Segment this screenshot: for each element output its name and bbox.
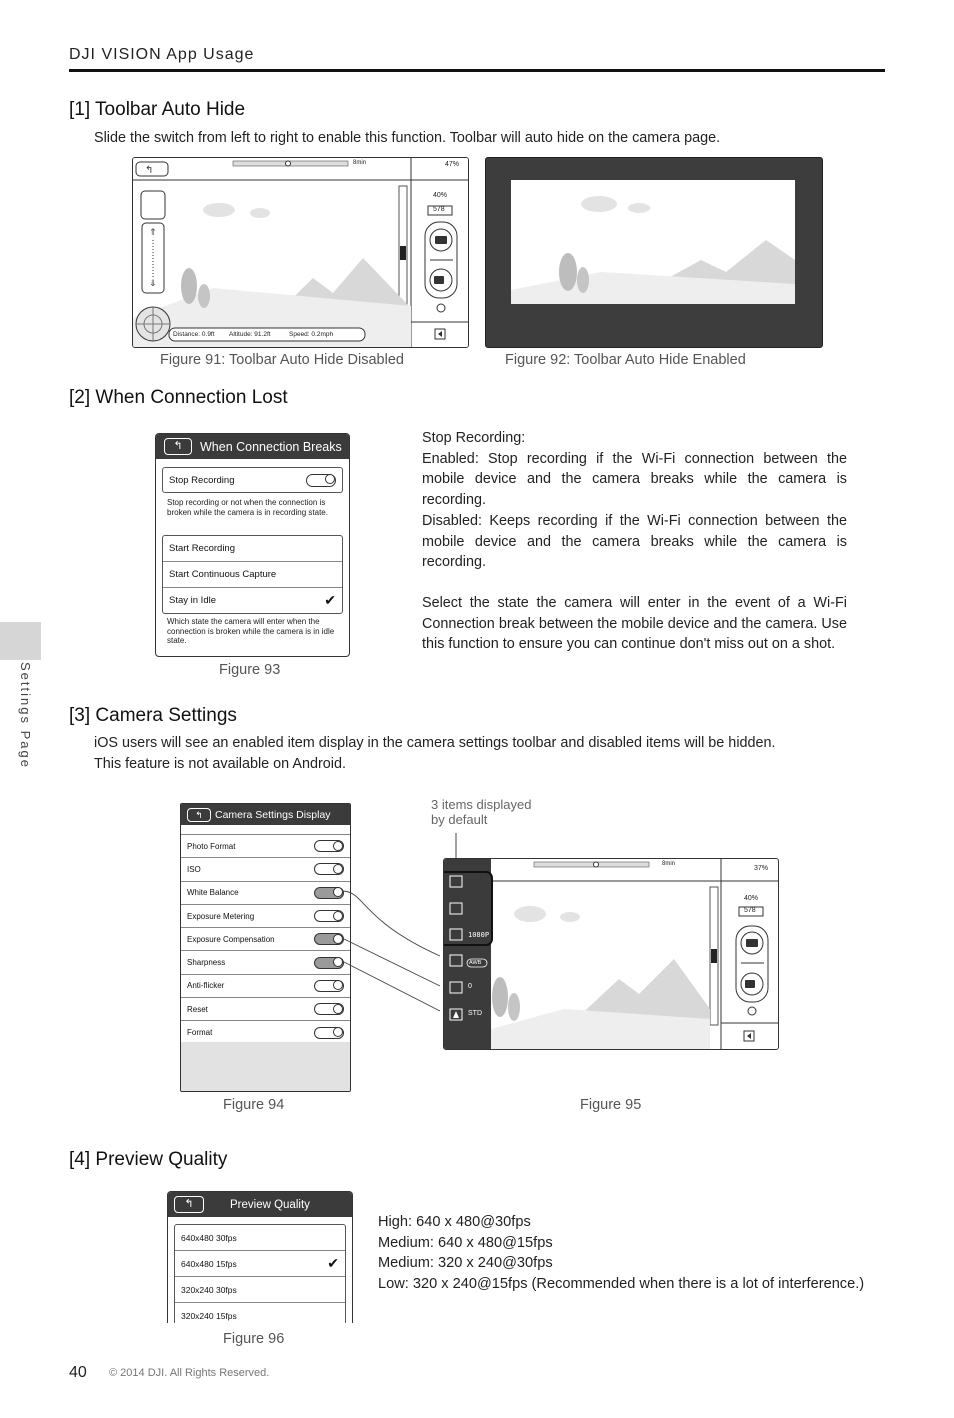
figure-94-caption: Figure 94 — [223, 1097, 285, 1113]
dialog-title: Camera Settings Display — [215, 808, 331, 821]
altitude-readout: Altitude: 91.2ft — [229, 331, 271, 338]
figure-95-screen — [443, 858, 779, 1050]
option-label: 640x480 30fps — [181, 1232, 237, 1243]
flight-time: 8min — [353, 160, 367, 166]
settings-item-label: Anti-flicker — [187, 981, 225, 991]
side-tab-label: Settings Page — [18, 662, 33, 769]
page-number: 40 — [69, 1364, 87, 1381]
section-3-heading: [3] Camera Settings — [69, 705, 237, 726]
back-button[interactable]: ↰ — [164, 438, 192, 455]
page-header: DJI VISION App Usage — [69, 46, 255, 63]
battery-level-2: 40% — [744, 895, 759, 902]
dialog-title-bar — [168, 1192, 352, 1217]
settings-item-label: Format — [187, 1028, 213, 1038]
settings-item-label: ISO — [187, 864, 201, 874]
desc-disabled: Disabled: Keeps recording if the Wi-Fi connection between the mobile device and the camera breaks while the camera is recording. — [422, 512, 847, 571]
photo-count: 578 — [744, 907, 756, 914]
figure-92-caption: Figure 92: Toolbar Auto Hide Enabled — [505, 352, 746, 368]
copyright: © 2014 DJI. All Rights Reserved. — [109, 1367, 270, 1379]
annotation-line-2: by default — [431, 812, 488, 827]
battery-level: 47% — [445, 161, 460, 168]
figure-93-caption: Figure 93 — [219, 662, 281, 678]
annotation-line-1: 3 items displayed — [431, 797, 532, 812]
speed-readout: Speed: 0.2mph — [289, 331, 334, 338]
option-640x480-15fps[interactable] — [175, 1251, 345, 1277]
figure-96-caption: Figure 96 — [223, 1331, 285, 1347]
back-button[interactable]: ↰ — [187, 808, 211, 822]
option-label: Start Continuous Capture — [169, 569, 277, 580]
white-balance-label: AWB — [469, 960, 482, 966]
section-4-heading: [4] Preview Quality — [69, 1149, 228, 1170]
distance-readout: Distance: 0.9ft — [173, 331, 215, 338]
section-3-text-1: iOS users will see an enabled item display in the camera settings toolbar and disabled items will be hidden. — [94, 735, 776, 751]
option-label: 320x240 15fps — [181, 1310, 237, 1321]
exposure-value-label: 0 — [468, 983, 472, 990]
desc-high: High: 640 x 480@30fps — [378, 1214, 531, 1230]
settings-item-label: Exposure Metering — [187, 911, 255, 921]
option-320x240-30fps[interactable] — [175, 1277, 345, 1303]
stop-recording-label: Stop Recording — [169, 474, 235, 486]
settings-item-label: Sharpness — [187, 958, 226, 968]
desc-select-state: Select the state the camera will enter in the event of a Wi-Fi Connection break between the mobile device and the camera. Use this function to ensure you can continue don't miss out on a shot. — [422, 594, 847, 653]
option-label: Stay in Idle — [169, 595, 216, 606]
preview-quality-options — [174, 1224, 346, 1323]
figure-95-caption: Figure 95 — [580, 1097, 642, 1113]
checkmark-icon: ✔ — [327, 1255, 339, 1271]
figure-91-caption: Figure 91: Toolbar Auto Hide Disabled — [160, 352, 404, 368]
dialog-title: Preview Quality — [230, 1198, 310, 1211]
sharpness-label: STD — [468, 1010, 482, 1017]
svg-text:↰: ↰ — [145, 165, 154, 176]
preview-quality-description — [378, 1212, 864, 1295]
desc-title: Stop Recording: — [422, 430, 526, 446]
battery-level: 37% — [754, 865, 769, 872]
option-640x480-30fps[interactable] — [175, 1225, 345, 1251]
idle-state-note: Which state the camera will enter when the connection is broken while the camera is in idle state. — [167, 617, 335, 645]
settings-item-label: White Balance — [187, 888, 239, 898]
stop-recording-note: Stop recording or not when the connection is broken while the camera is in recording state. — [167, 498, 328, 517]
settings-item-label: Reset — [187, 1004, 208, 1014]
section-1-text: Slide the switch from left to right to enable this function. Toolbar will auto hide on the camera page. — [94, 130, 721, 146]
battery-level-2: 40% — [433, 192, 448, 199]
option-320x240-15fps[interactable] — [175, 1303, 345, 1323]
desc-medium-2: Medium: 320 x 240@30fps — [378, 1255, 553, 1272]
option-label: Start Recording — [169, 543, 236, 554]
back-button[interactable]: ↰ — [174, 1196, 204, 1213]
option-label: 640x480 15fps — [181, 1258, 237, 1269]
resolution-label: 1080P — [468, 931, 490, 939]
flight-time: 8min — [662, 861, 676, 867]
desc-low: Low: 320 x 240@15fps (Recommended when there is a lot of interference.) — [378, 1276, 865, 1293]
checkmark-icon: ✔ — [324, 592, 336, 608]
svg-text:⇑: ⇑ — [149, 228, 157, 238]
option-label: 320x240 30fps — [181, 1284, 237, 1295]
svg-text:⇓: ⇓ — [149, 279, 157, 289]
section-2-heading: [2] When Connection Lost — [69, 387, 288, 408]
desc-enabled: Enabled: Stop recording if the Wi-Fi connection between the mobile device and the camera breaks while the camera is recording. — [422, 450, 847, 509]
settings-item-label: Exposure Compensation — [187, 934, 275, 944]
dialog-title: When Connection Breaks — [200, 439, 342, 454]
preview-quality-dialog — [167, 1191, 353, 1323]
desc-medium-1: Medium: 640 x 480@15fps — [378, 1234, 553, 1251]
settings-item-label: Photo Format — [187, 841, 236, 851]
photo-count: 578 — [433, 206, 445, 213]
camera-view-with-settings-toolbar — [444, 859, 778, 1049]
section-3-text-2: This feature is not available on Android. — [94, 756, 346, 772]
section-1-heading: [1] Toolbar Auto Hide — [69, 99, 246, 120]
